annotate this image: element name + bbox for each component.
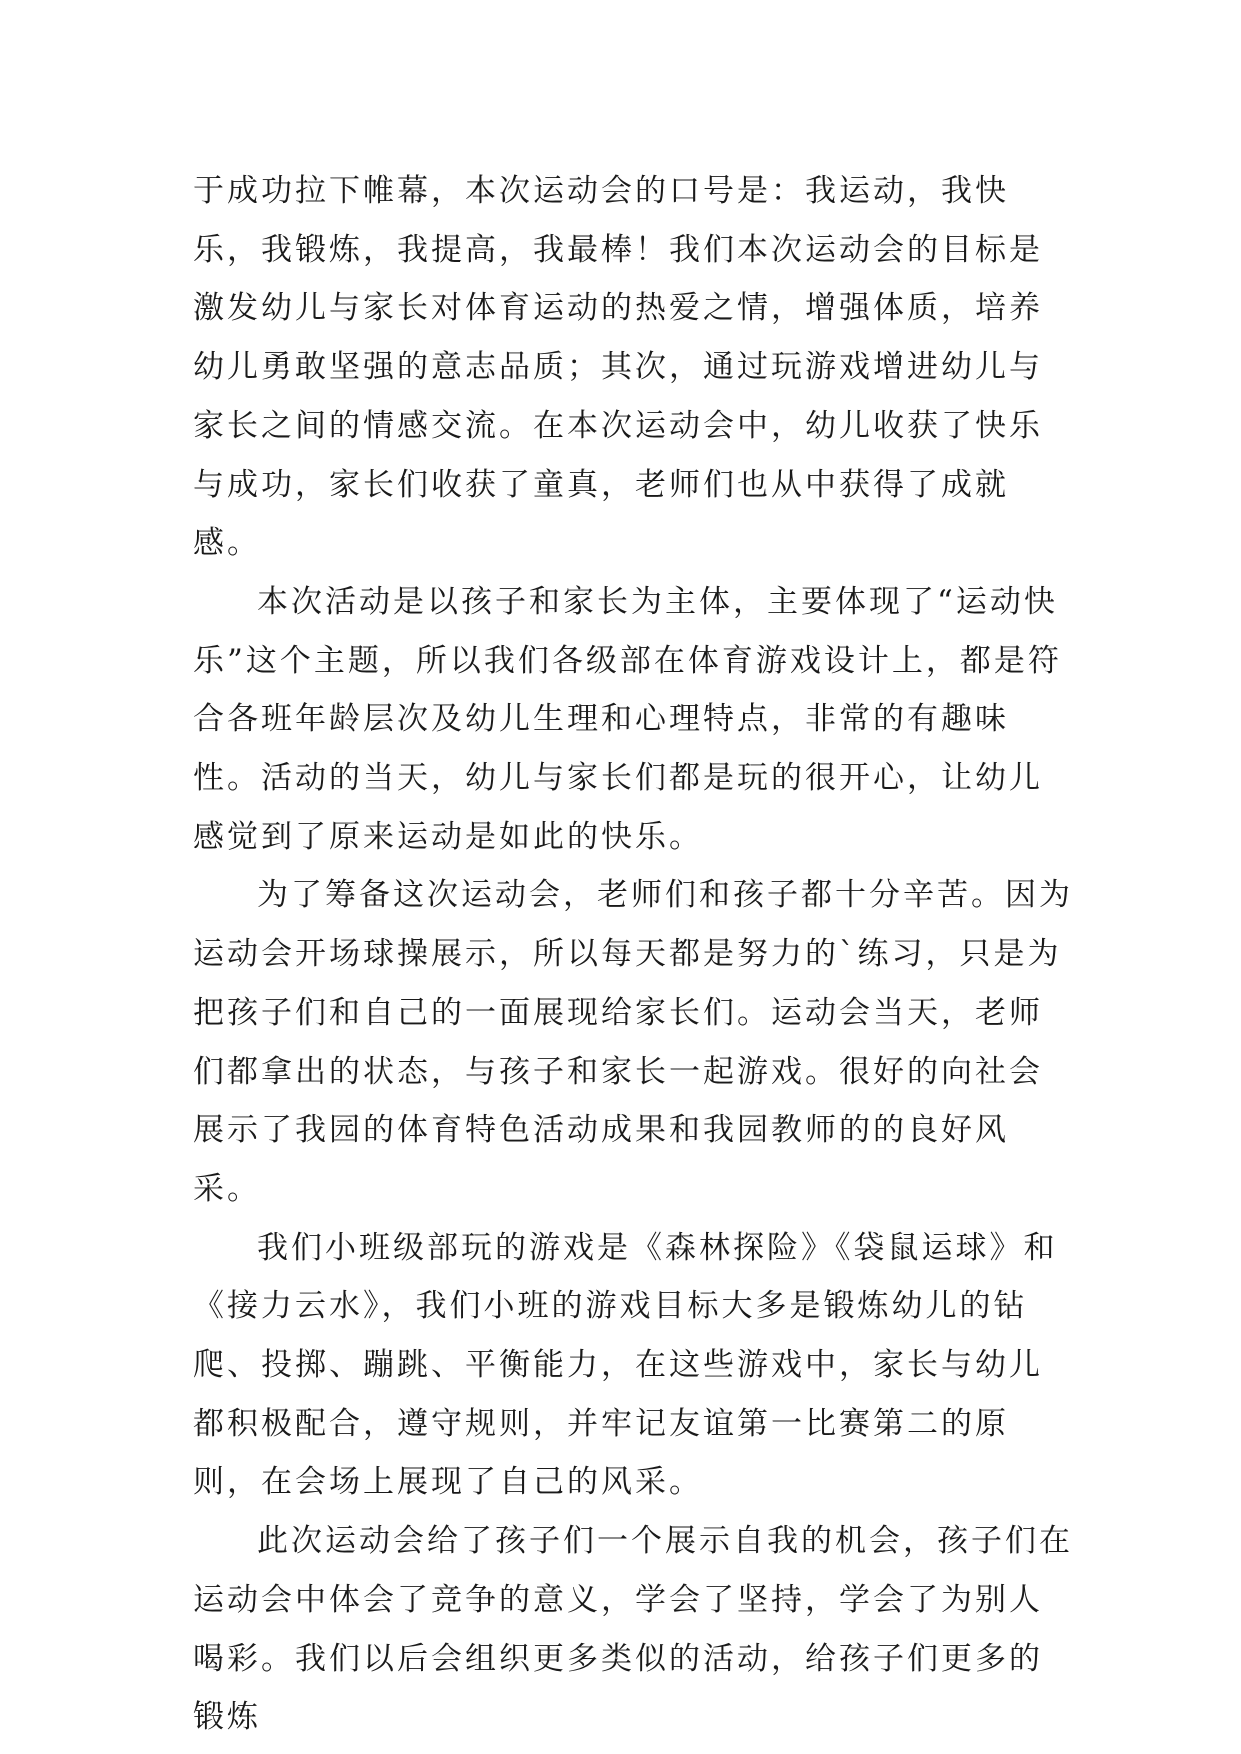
paragraph-5: 此次运动会给了孩子们一个展示自我的机会，孩子们在运动会中体会了竞争的意义，学会了坚持，学会了为别人喝彩。我们以后会组织更多类似的活动，给孩子们更多的锻炼 — [193, 1523, 1073, 1736]
paragraph-2: 本次活动是以孩子和家长为主体，主要体现了“运动快乐”这个主题，所以我们各级部在体育游戏设计上，都是符合各班年龄层次及幼儿生理和心理特点，非常的有趣味性。活动的当天，幼儿与家长们都是玩的很开心，让幼儿感觉到了原来运动是如此的快乐。 — [193, 583, 1062, 855]
paragraph-1: 于成功拉下帷幕，本次运动会的口号是：我运动，我快乐，我锻炼，我提高，我最棒！我们本次运动会的目标是激发幼儿与家长对体育运动的热爱之情，增强体质，培养幼儿勇敢坚强的意志品质；其次，通过玩游戏增进幼儿与家长之间的情感交流。在本次运动会中，幼儿收获了快乐与成功，家长们收获了童真，老师们也从中获得了成就感。 — [193, 173, 1043, 562]
document-body — [193, 162, 1073, 1747]
paragraph-3: 为了筹备这次运动会，老师们和孩子都十分辛苦。因为运动会开场球操展示，所以每天都是努力的`练习，只是为把孩子们和自己的一面展现给家长们。运动会当天，老师们都拿出的状态，与孩子和家长一起游戏。很好的向社会展示了我园的体育特色活动成果和我园教师的的良好风采。 — [193, 877, 1073, 1207]
paragraph-4: 我们小班级部玩的游戏是《森林探险》《袋鼠运球》和《接力云水》，我们小班的游戏目标大多是锻炼幼儿的钻爬、投掷、蹦跳、平衡能力，在这些游戏中，家长与幼儿都积极配合，遵守规则，并牢记友谊第一比赛第二的原则，在会场上展现了自己的风采。 — [193, 1229, 1058, 1501]
